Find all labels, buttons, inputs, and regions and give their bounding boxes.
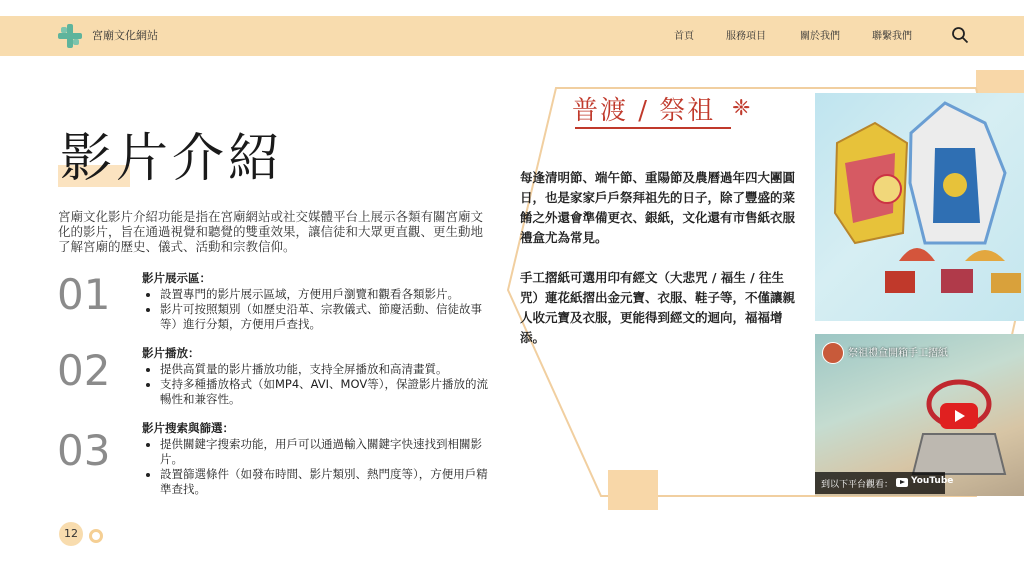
section-number-03: 03 (57, 426, 111, 475)
article-paragraph: 手工摺紙可選用印有經文（大悲咒 / 福生 / 往生咒）蓮花紙摺出金元寶、衣服、鞋子等，不僅讓親人收元寶及衣服，更能得到經文的迴向，福福增添。 (520, 270, 796, 345)
nav-about[interactable]: 關於我們 (800, 31, 840, 42)
section-03 (142, 421, 492, 497)
section-02 (142, 346, 492, 407)
list-item: • 提供高質量的影片播放功能，支持全屏播放和高清畫質。 (160, 362, 492, 377)
site-name[interactable]: 宮廟文化網站 (92, 29, 158, 42)
section-title: 影片搜索與篩選： (142, 421, 234, 435)
channel-avatar[interactable] (822, 342, 844, 364)
article-paragraph: 每逢清明節、端午節、重陽節及農曆過年四大團圓日，也是家家戶戶祭拜祖先的日子，除了豐盛的菜餚之外還會準備更衣、銀紙，文化還有市售紙衣服禮盒尤為常見。 (520, 170, 796, 245)
nav-services[interactable]: 服務項目 (726, 31, 766, 42)
nav-home[interactable]: 首頁 (674, 31, 694, 42)
youtube-icon (896, 478, 908, 487)
title-underline (575, 127, 731, 129)
page-title: 影片介紹 (60, 129, 285, 189)
youtube-logo-text[interactable]: YouTube (911, 476, 954, 486)
watch-label: 到以下平台觀看： (821, 480, 894, 490)
list-item: • 影片可按照類別（如歷史沿革、宗教儀式、節慶活動、信徒故事等）進行分類，方便用戶查找。 (160, 302, 492, 332)
search-icon[interactable] (951, 26, 969, 44)
section-title: 影片播放： (142, 346, 200, 360)
video-title[interactable]: 祭祖禮盒開箱手工摺紙 (848, 348, 948, 359)
section-number-01: 01 (57, 270, 111, 319)
video-player[interactable] (815, 334, 1024, 496)
decor-square (608, 470, 658, 510)
paper-craft-image (815, 93, 1024, 321)
list-item: • 設置篩選條件（如發布時間、影片類別、熱門度等），方便用戶精準查找。 (160, 467, 492, 497)
list-item: • 提供關鍵字搜索功能，用戶可以通過輸入關鍵字快速找到相關影片。 (160, 437, 492, 467)
watch-on-bar[interactable] (815, 472, 954, 494)
paper-clothes-illustration (815, 93, 1024, 321)
page-number: 12 (59, 522, 83, 546)
section-number-02: 02 (57, 346, 111, 395)
header-bar (0, 16, 1024, 56)
list-item: • 支持多種播放格式（如MP4、AVI、MOV等），保證影片播放的流暢性和兼容性。 (160, 377, 492, 407)
article-title: 普渡 / 祭祖 (572, 96, 716, 126)
chinese-knot-icon: ❈ (732, 96, 751, 121)
list-item: • 設置專門的影片展示區域，方便用戶瀏覽和觀看各類影片。 (160, 287, 492, 302)
play-button[interactable] (940, 403, 978, 429)
ring-decoration (89, 529, 103, 543)
intro-text: 宮廟文化影片介紹功能是指在宮廟網站或社交媒體平台上展示各類有關宮廟文化的影片，旨在通過視覺和聽覺的雙重效果，讓信徒和大眾更直觀、更生動地了解宮廟的歷史、儀式、活動和宗教信仰。 (58, 209, 484, 254)
paper-purse-illustration (909, 374, 1009, 484)
nav-contact[interactable]: 聯繫我們 (872, 31, 912, 42)
logo-icon[interactable] (58, 24, 82, 48)
section-title: 影片展示區： (142, 271, 211, 285)
section-01 (142, 271, 492, 332)
